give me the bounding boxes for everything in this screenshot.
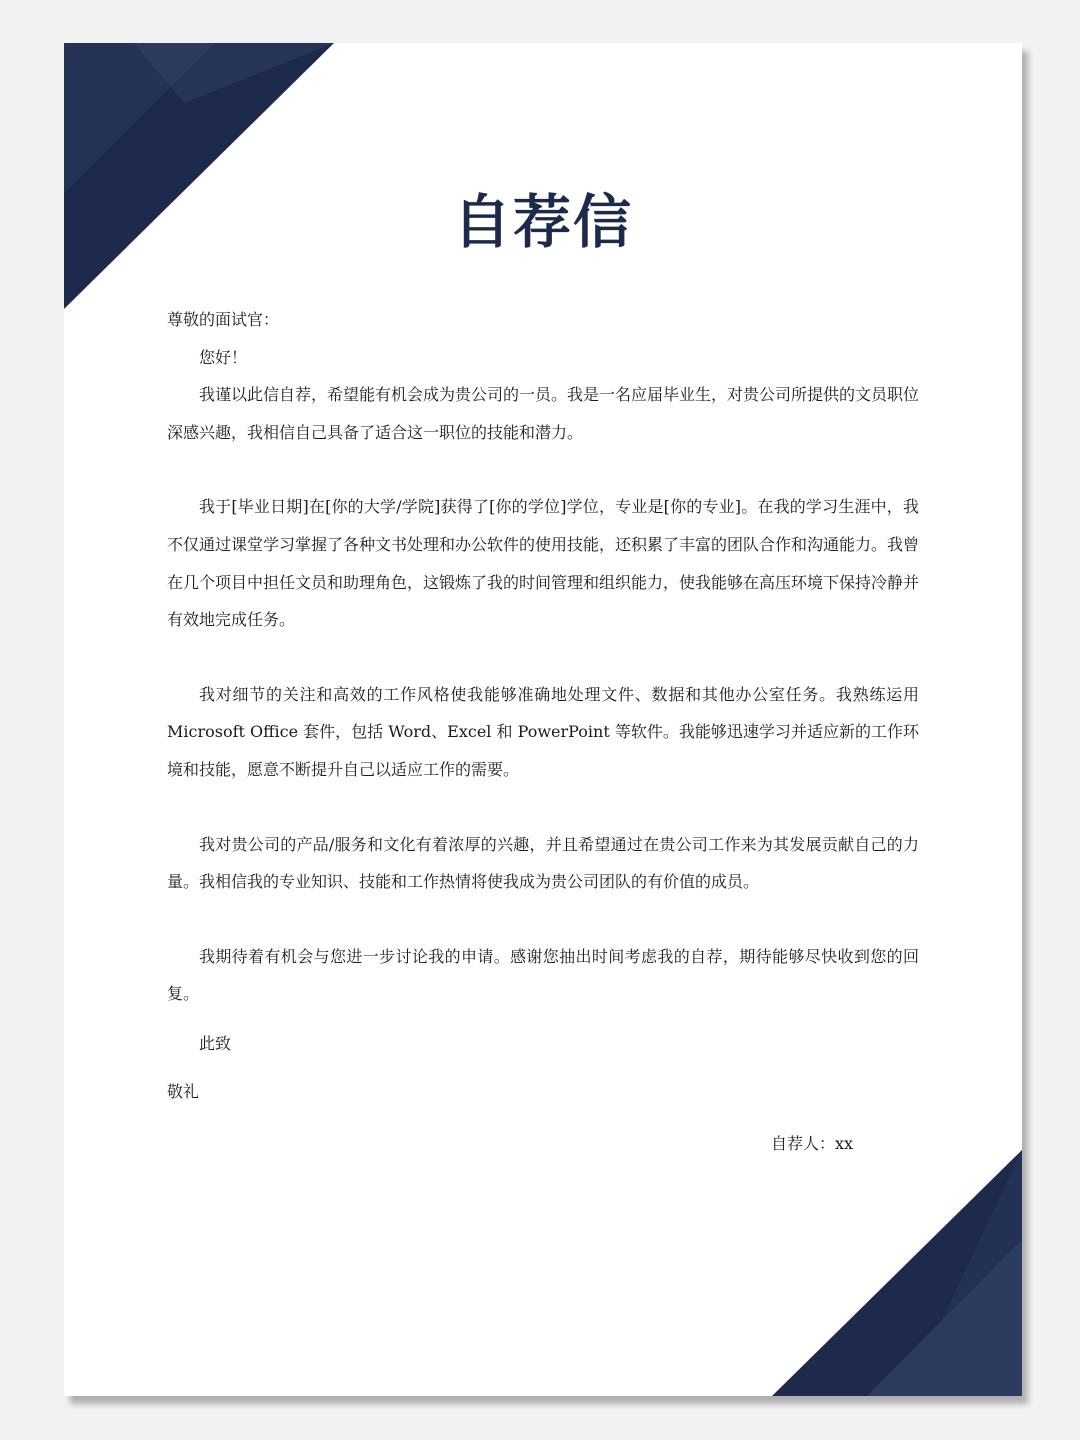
letter-paragraph: 我谨以此信自荐，希望能有机会成为贵公司的一员。我是一名应届毕业生，对贵公司所提供的文员职位深感兴趣，我相信自己具备了适合这一职位的技能和潜力。 bbox=[167, 385, 920, 442]
letter-signature: 自荐人：xx bbox=[771, 1134, 854, 1153]
letter-page bbox=[64, 43, 1022, 1396]
letter-paragraph: 我于[毕业日期]在[你的大学/学院]获得了[你的学位]学位，专业是[你的专业]。在我的学习生涯中，我不仅通过课堂学习掌握了各种文书处理和办公软件的使用技能，还积累了丰富的团队合作和沟通能力。我曾在几个项目中担任文员和助理角色，这锻炼了我的时间管理和组织能力，使我能够在高压环境下保持冷静并有效地完成任务。 bbox=[167, 497, 920, 630]
corner-decoration-bottom-right bbox=[772, 1150, 1022, 1396]
letter-greeting: 您好！ bbox=[199, 347, 248, 367]
letter-regards: 敬礼 bbox=[167, 1081, 200, 1101]
letter-paragraph: 我对细节的关注和高效的工作风格使我能够准确地处理文件、数据和其他办公室任务。我熟练运用 Microsoft Office 套件，包括 Word、Excel 和 PowerPoint 等软件。我能够迅速学习并适应新的工作环境和技能，愿意不断提升自己以适应工作的需要。 bbox=[167, 684, 919, 779]
letter-paragraph: 我期待着有机会与您进一步讨论我的申请。感谢您抽出时间考虑我的自荐，期待能够尽快收到您的回复。 bbox=[167, 946, 919, 1004]
letter-body bbox=[167, 301, 919, 1110]
letter-closing: 此致 bbox=[199, 1033, 232, 1053]
letter-paragraph: 我对贵公司的产品/服务和文化有着浓厚的兴趣，并且希望通过在贵公司工作来为其发展贡献自己的力量。我相信我的专业知识、技能和工作热情将使我成为贵公司团队的有价值的成员。 bbox=[167, 834, 919, 892]
page-title: 自荐信 bbox=[452, 188, 633, 256]
letter-salutation: 尊敬的面试官： bbox=[167, 310, 280, 329]
